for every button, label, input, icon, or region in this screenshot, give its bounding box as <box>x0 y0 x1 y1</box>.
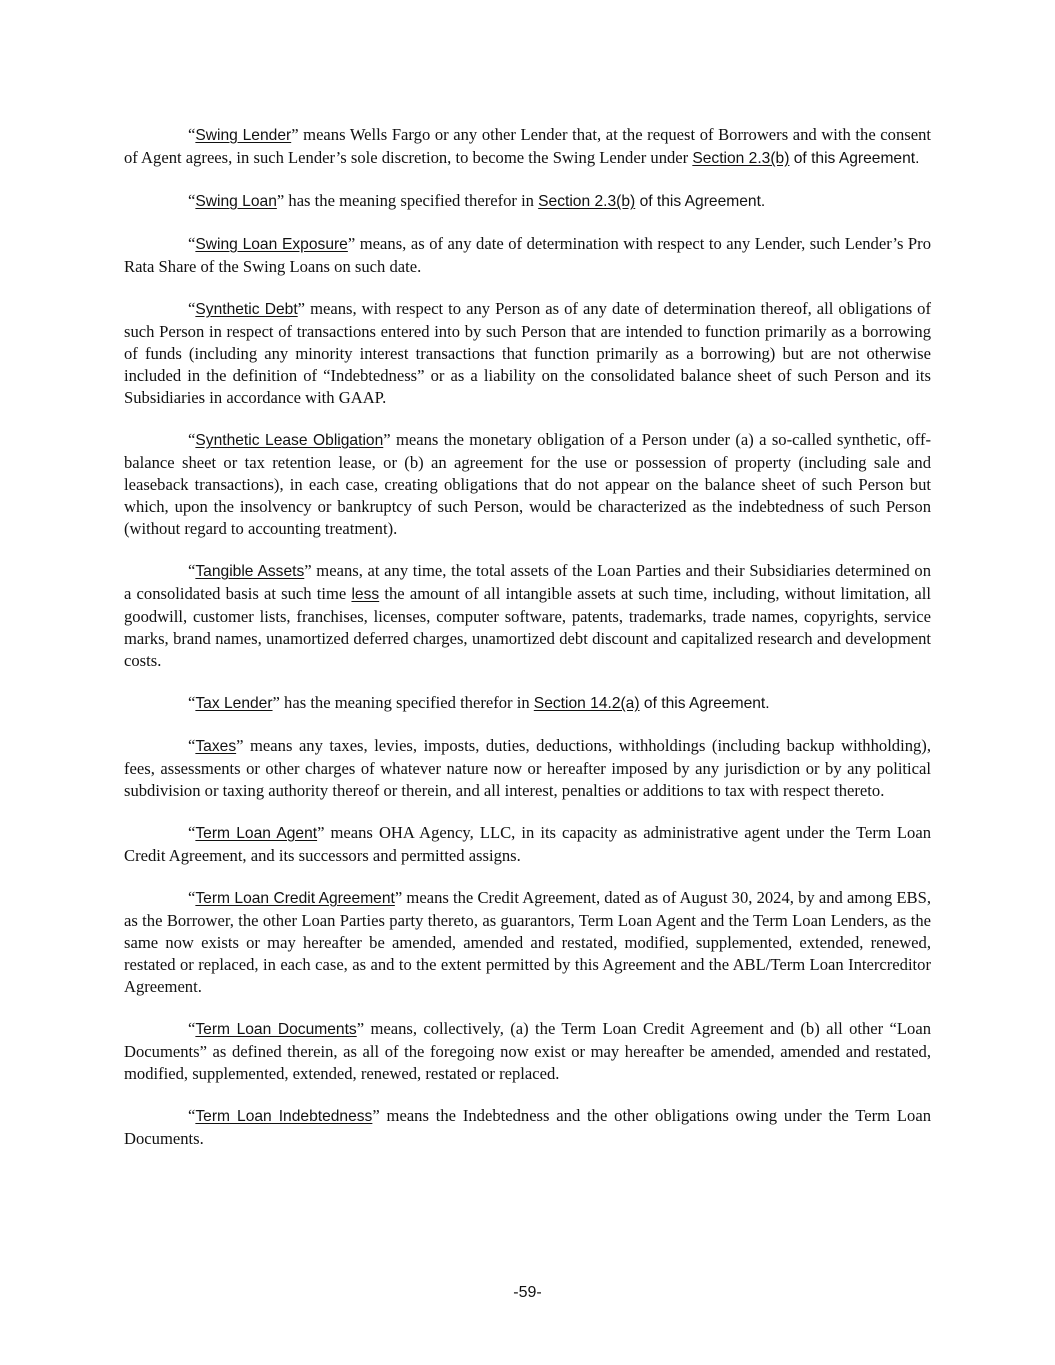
definition-text: means Wells Fargo or any other Lender that, at the request of Borrowers and with the consent of Agent agrees, in such Lender’s sole discretion, to become the Swing Lender under <box>124 125 931 167</box>
definition-text: means, as of any date of determination with respect to any Lender, such Lender’s Pro Rata Share of the Swing Loans on such date. <box>124 234 931 276</box>
definition-term-loan-indebtedness: “Term Loan Indebtedness” means the Indebtedness and the other obligations owing under the Term Loan Documents. <box>124 1106 931 1148</box>
definition-tangible-assets: “Tangible Assets” means, at any time, the total assets of the Loan Parties and their Subsidiaries determined on a consolidated basis at such time less the amount of all intangible assets at such time, including, without limitation, all goodwill, customer lists, franchises, licenses, computer software, patents, trademarks, trade names, copyrights, service marks, brand names, unamortized deferred charges, unamortized debt discount and capitalized research and development costs. <box>124 561 932 670</box>
definition-text: has the meaning specified therefor in <box>284 191 539 210</box>
definition-tax-lender: “Tax Lender” has the meaning specified therefor in Section 14.2(a) of this Agreement. <box>188 693 770 712</box>
defined-term: Term Loan Documents <box>195 1021 357 1038</box>
definition-swing-loan-exposure: “Swing Loan Exposure” means, as of any date of determination with respect to any Lender, such Lender’s Pro Rata Share of the Swing Loans on such date. <box>124 234 931 276</box>
defined-term: Term Loan Indebtedness <box>195 1108 373 1125</box>
document-page <box>124 124 931 1170</box>
definition-text: means any taxes, levies, imposts, duties, deductions, withholdings (including backup withholding), fees, assessments or other charges of whatever nature now or hereafter imposed by any jurisdiction or by any political subdivision or taxing authority thereof or therein, and all interest, penalties or additions to tax with respect thereto. <box>124 736 931 800</box>
definition-text: of this Agreement. <box>635 193 766 210</box>
defined-term: Tax Lender <box>195 695 273 712</box>
definition-text: of this Agreement. <box>789 150 920 167</box>
defined-term: Swing Lender <box>195 127 292 144</box>
definition-swing-loan: “Swing Loan” has the meaning specified therefor in Section 2.3(b) of this Agreement. <box>188 191 766 210</box>
definition-text: the amount of all intangible assets at such time, including, without limitation, all goodwill, customer lists, franchises, licenses, computer software, patents, trademarks, trade names, copyrights, service marks, brand names, unamortized deferred charges, unamortized debt discount and capitalized research and development costs. <box>124 584 931 670</box>
definition-swing-lender: “Swing Lender” means Wells Fargo or any other Lender that, at the request of Borrowers and with the consent of Agent agrees, in such Lender’s sole discretion, to become the Swing Lender under Section 2.3(b) of this Agreement. <box>124 125 931 167</box>
section-reference: Section 14.2(a) <box>533 695 640 712</box>
definition-taxes: “Taxes” means any taxes, levies, imposts, duties, deductions, withholdings (including backup withholding), fees, assessments or other charges of whatever nature now or hereafter imposed by any jurisdiction or by any political subdivision or taxing authority thereof or therein, and all interest, penalties or additions to tax with respect thereto. <box>124 736 931 800</box>
definition-synthetic-debt: “Synthetic Debt” means, with respect to any Person as of any date of determination thereof, all obligations of such Person in respect of transactions entered into by such Person that are intended to function primarily as a borrowing of funds (including any minority interest transactions that function primarily as a borrowing) but are not otherwise included in the definition of “Indebtedness” or as a liability on the consolidated balance sheet of such Person and its Subsidiaries in accordance with GAAP. <box>124 299 931 407</box>
defined-term: Swing Loan <box>195 193 277 210</box>
definition-term-loan-credit-agreement: “Term Loan Credit Agreement” means the Credit Agreement, dated as of August 30, 2024, by and among EBS, as the Borrower, the other Loan Parties party thereto, as guarantors, Term Loan Agent and the Term Loan Lenders, as the same now exists or may hereafter be amended, amended and restated, modified, supplemented, extended, renewed, restated or replaced, in each case, as and to the extent permitted by this Agreement and the ABL/Term Loan Intercreditor Agreement. <box>124 888 931 996</box>
defined-term: Term Loan Credit Agreement <box>195 890 395 907</box>
section-reference: Section 2.3(b) <box>692 150 790 167</box>
definition-synthetic-lease-obligation: “Synthetic Lease Obligation” means the monetary obligation of a Person under (a) a so-called synthetic, off-balance sheet or tax retention lease, or (b) an agreement for the use or possession of property (including sale and leaseback transactions), in each case, creating obligations that do not appear on the balance sheet of such Person but which, upon the insolvency or bankruptcy of such Person, would be characterized as the indebtedness of such Person (without regard to accounting treatment). <box>124 430 932 538</box>
definition-text: means the monetary obligation of a Person under (a) a so-called synthetic, off-balance sheet or tax retention lease, or (b) an agreement for the use or possession of property (including sale and leaseback transactions), in each case, creating obligations that do not appear on the balance sheet of such Person but which, upon the insolvency or bankruptcy of such Person, would be characterized as the indebtedness of such Person (without regard to accounting treatment). <box>124 430 932 538</box>
definition-term-loan-agent: “Term Loan Agent” means OHA Agency, LLC, in its capacity as administrative agent under the Term Loan Credit Agreement, and its successors and permitted assigns. <box>124 823 931 865</box>
defined-term: Swing Loan Exposure <box>195 236 348 253</box>
definition-text: means OHA Agency, LLC, in its capacity as administrative agent under the Term Loan Credit Agreement, and its successors and permitted assigns. <box>124 823 931 865</box>
defined-term: Tangible Assets <box>195 563 305 580</box>
emphasis-less: less <box>351 586 380 603</box>
section-reference: Section 2.3(b) <box>538 193 636 210</box>
defined-term: Synthetic Lease Obligation <box>195 432 384 449</box>
definition-text: means the Indebtedness and the other obligations owing under the Term Loan Documents. <box>124 1106 931 1148</box>
defined-term: Synthetic Debt <box>195 301 298 318</box>
defined-term: Taxes <box>195 738 237 755</box>
definition-text: of this Agreement. <box>639 695 770 712</box>
definition-text: means, with respect to any Person as of any date of determination thereof, all obligations of such Person in respect of transactions entered into by such Person that are intended to function primarily as a borrowing of funds (including any minority interest transactions that function primarily as a borrowing) but are not otherwise included in the definition of “Indebtedness” or as a liability on the consolidated balance sheet of such Person and its Subsidiaries in accordance with GAAP. <box>124 299 931 407</box>
definition-term-loan-documents: “Term Loan Documents” means, collectively, (a) the Term Loan Credit Agreement and (b) all other “Loan Documents” as defined therein, as all of the foregoing now exist or may hereafter be amended, amended and restated, modified, supplemented, extended, renewed, restated or replaced. <box>124 1019 931 1083</box>
page-number: -59- <box>513 1284 542 1301</box>
definition-text: means, collectively, (a) the Term Loan Credit Agreement and (b) all other “Loan Documents” as defined therein, as all of the foregoing now exist or may hereafter be amended, amended and restated, modified, supplemented, extended, renewed, restated or replaced. <box>124 1019 931 1083</box>
definition-text: has the meaning specified therefor in <box>279 693 534 712</box>
definition-text: means, at any time, the total assets of the Loan Parties and their Subsidiaries determined on a consolidated basis at such time <box>124 561 932 603</box>
defined-term: Term Loan Agent <box>195 825 318 842</box>
definition-text: means the Credit Agreement, dated as of August 30, 2024, by and among EBS, as the Borrower, the other Loan Parties party thereto, as guarantors, Term Loan Agent and the Term Loan Lenders, as the same now exists or may hereafter be amended, amended and restated, modified, supplemented, extended, renewed, restated or replaced, in each case, as and to the extent permitted by this Agreement and the ABL/Term Loan Intercreditor Agreement. <box>124 888 931 996</box>
